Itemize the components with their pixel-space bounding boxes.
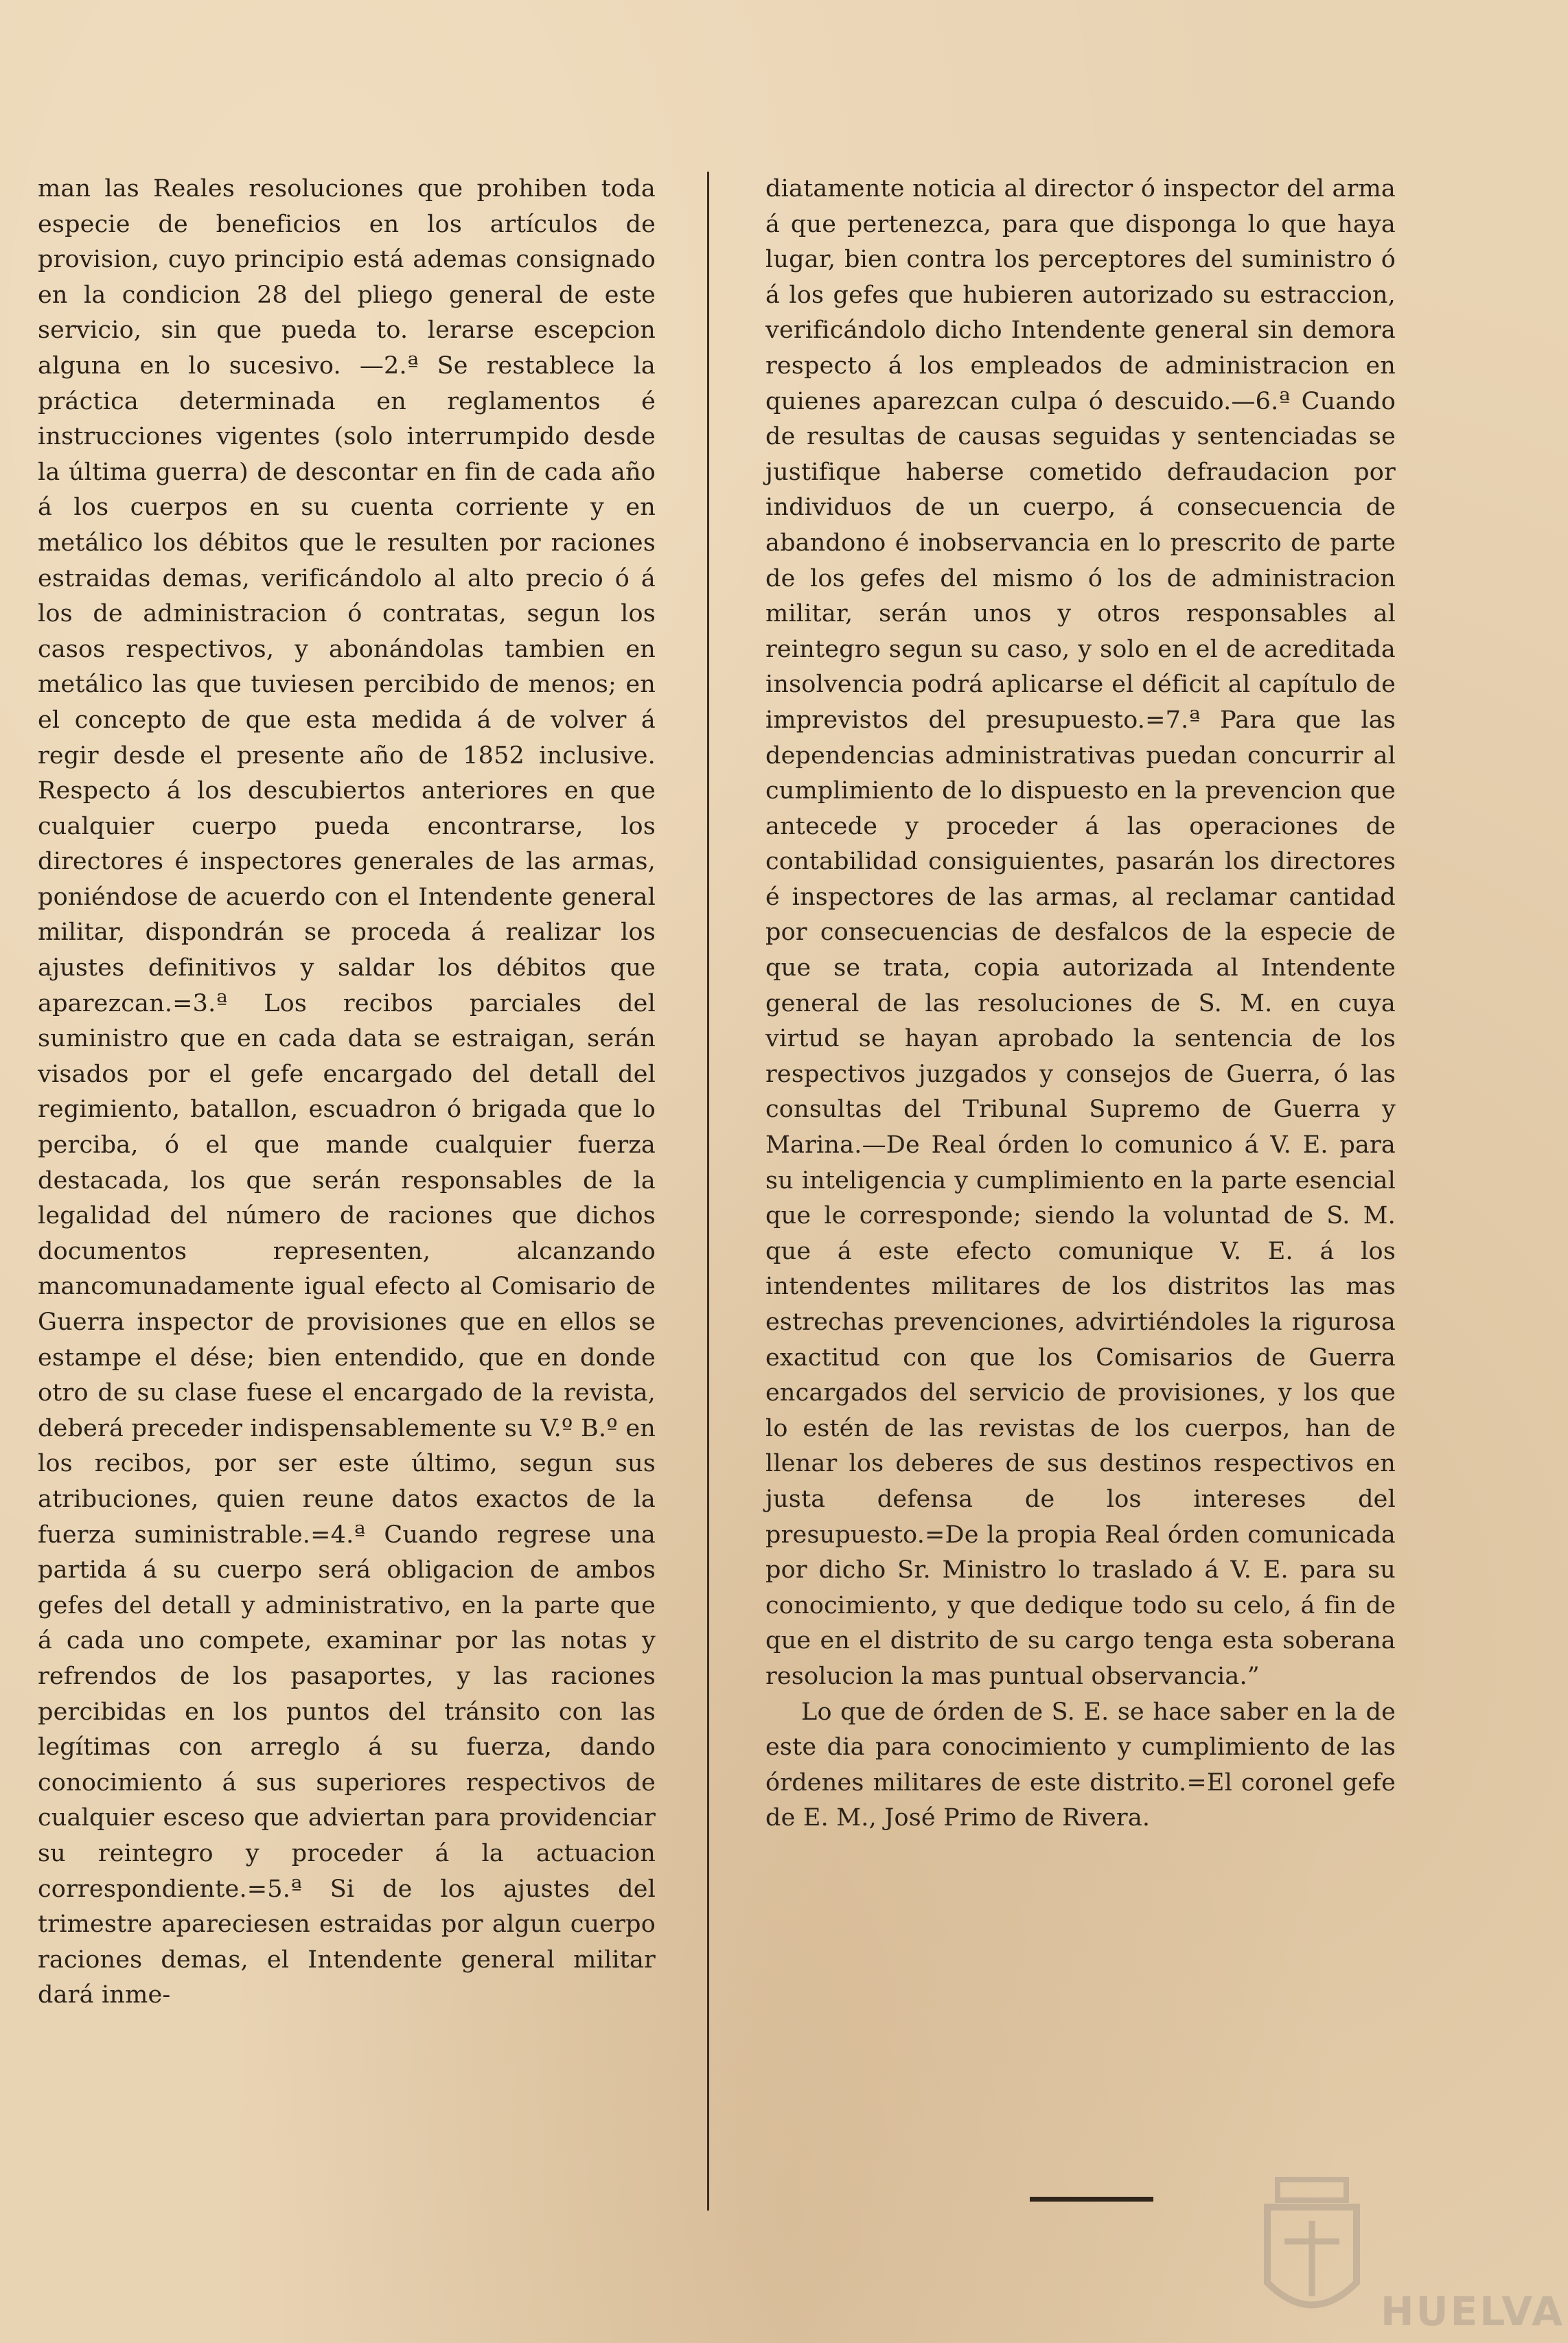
closing-paragraph: Lo que de órden de S. E. se hace saber en la de este dia para conocimiento y cumplimiento de las órdenes militares de este distrito.=El coronel gefe de E. M., José Primo de Rivera. — [765, 1698, 1396, 1832]
end-rule — [1030, 2197, 1153, 2202]
paragraph: diatamente noticia al director ó inspector del arma á que pertenezca, para que disponga lo que haya lugar, bien contra los perceptores del suministro ó á los gefes que hubieren autorizado su estraccion, verificándolo dicho Intendente general sin demora respecto á los empleados de administracion en quienes aparezcan culpa ó descuido.—6.ª Cuando de resultas de causas seguidas y sentenciadas se justifique haberse cometido defraudacion por individuos de un cuerpo, á consecuencia de abandono é inobservancia en lo prescrito de parte de los gefes del mismo ó los de administracion militar, serán unos y otros responsables al reintegro segun su caso, y solo en el de acreditada insolvencia podrá aplicarse el déficit al capítulo de imprevistos del presupuesto.=7.ª Para que las dependencias administrativas puedan concurrir al cumplimiento de lo dispuesto en la prevencion que antecede y proceder á las operaciones de contabilidad consiguientes, pasarán los directores é inspectores de las armas, al reclamar cantidad por consecuencias de desfalcos de la especie de que se trata, copia autorizada al Intendente general de las resoluciones de S. M. en cuya virtud se hayan aprobado la sentencia de los respectivos juzgados y consejos de Guerra, ó las consultas del Tribunal Supremo de Guerra y Marina.—De Real órden lo comunico á V. E. para su inteligencia y cumplimiento en la parte esencial que le corresponde; siendo la voluntad de S. M. que á este efecto comunique V. E. á los intendentes militares de los distritos las mas estrechas prevenciones, advirtiéndoles la rigurosa exactitud con que los Comisarios de Guerra encargados del servicio de provisiones, y los que lo estén de las revistas de los cuerpos, han de llenar los deberes de sus destinos respectivos en justa defensa de los intereses del presupuesto.=De la propia Real órden comunicada por dicho Sr. Ministro lo traslado á V. E. para su conocimiento, y que dedique todo su celo, á fin de que en el distrito de su cargo tenga esta soberana resolucion la mas puntual observancia.” — [765, 175, 1396, 1690]
watermark-text: HUELVA — [1381, 2288, 1565, 2335]
column-divider — [707, 172, 709, 2211]
paragraph: man las Reales resoluciones que prohiben toda especie de beneficios en los artículos de provision, cuyo principio está ademas consignado en la condicion 28 del pliego general de este servicio, sin que pueda to. lerarse escepcion alguna en lo sucesivo. —2.ª Se restablece la práctica determinada en reglamentos é instrucciones vigentes (solo interrumpido desde la última guerra) de descontar en fin de cada año á los cuerpos en su cuenta corriente y en metálico los débitos que le resulten por raciones estraidas demas, verificándolo al alto precio ó á los de administracion ó contratas, segun los casos respectivos, y abonándolas tambien en metálico las que tuviesen percibido de menos; en el concepto de que esta medida á de volver á regir desde el presente año de 1852 inclusive. Respecto á los descubiertos anteriores en que cualquier cuerpo pueda encontrarse, los directores é inspectores generales de las armas, poniéndose de acuerdo con el Intendente general militar, dispondrán se proceda á realizar los ajustes definitivos y saldar los débitos que aparezcan.=3.ª Los recibos parciales del suministro que en cada data se estraigan, serán visados por el gefe encargado del detall del regimiento, batallon, escuadron ó brigada que lo perciba, ó el que mande cualquier fuerza destacada, los que serán responsables de la legalidad del número de raciones que dichos documentos representen, alcanzando mancomunadamente igual efecto al Comisario de Guerra inspector de provisiones que en ellos se estampe el dése; bien entendido, que en donde otro de su clase fuese el encargado de la revista, deberá preceder indispensablemente su V.º B.º en los recibos, por ser este último, segun sus atribuciones, quien reune datos exactos de la fuerza suministrable.=4.ª Cuando regrese una partida á su cuerpo será obligacion de ambos gefes del detall y administrativo, en la parte que á cada uno compete, examinar por las notas y refrendos de los pasaportes, y las raciones percibidas en los puntos del tránsito con las legítimas con arreglo á su fuerza, dando conocimiento á sus superiores respectivos de cualquier esceso que adviertan para providenciar su reintegro y proceder á la actuacion correspondiente.=5.ª Si de los ajustes del trimestre apareciesen estraidas por algun cuerpo raciones demas, el Intendente general militar dará inme- — [38, 175, 656, 2009]
archive-watermark — [1247, 2166, 1565, 2338]
text-column-left — [38, 172, 656, 2013]
coat-of-arms-icon — [1254, 2166, 1370, 2331]
text-column-right — [765, 172, 1396, 1836]
